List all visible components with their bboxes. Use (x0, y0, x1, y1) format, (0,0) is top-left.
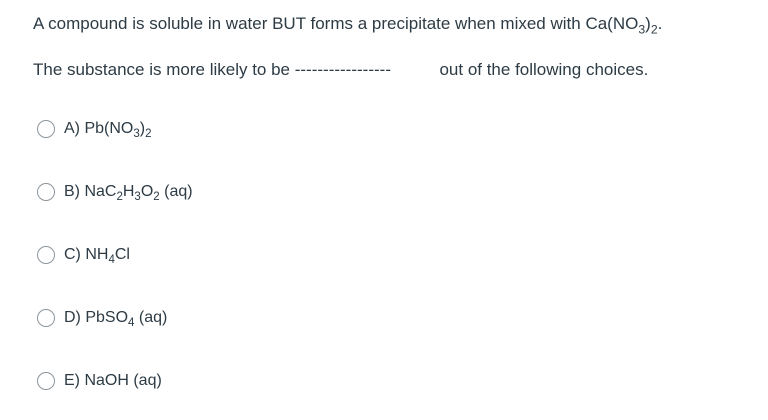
question-line-2 (33, 58, 648, 82)
answer-text-part: O (140, 183, 154, 200)
answer-text-part: H (122, 183, 135, 200)
question-line-1-mid: ) (645, 14, 651, 33)
answer-subscript: 2 (145, 128, 152, 141)
answer-text-part: B) NaC (64, 183, 117, 200)
answer-subscript: 3 (134, 191, 141, 204)
question-line-2-prefix: The substance is more likely to be (33, 60, 295, 79)
answer-subscript: 2 (116, 191, 123, 204)
answer-subscript: 4 (108, 254, 115, 267)
question-subscript-3: 3 (638, 22, 646, 37)
answer-subscript: 3 (133, 128, 140, 141)
question-line-2-suffix: out of the following choices. (434, 60, 649, 79)
answer-label-a (64, 120, 152, 141)
answer-subscript: 4 (128, 317, 135, 330)
answer-subscript: 2 (153, 191, 160, 204)
answer-option-e[interactable] (37, 368, 162, 394)
radio-button-e[interactable] (37, 372, 55, 390)
radio-button-d[interactable] (37, 309, 55, 327)
question-line-1 (33, 12, 662, 36)
question-line-1-prefix: A compound is soluble in water BUT forms a precipitate when mixed with Ca(NO (33, 14, 639, 33)
answer-text-part: ) (139, 120, 146, 137)
answer-label-b (64, 183, 193, 204)
answer-text-part: D) PbSO (64, 309, 129, 326)
answer-option-d[interactable] (37, 305, 167, 331)
answer-label-e (64, 372, 162, 390)
answer-text-part: C) NH (64, 246, 109, 263)
answer-label-d (64, 309, 168, 330)
answer-option-b[interactable] (37, 179, 193, 205)
answer-label-c (64, 246, 130, 267)
answer-text-part: (aq) (159, 183, 193, 200)
radio-button-b[interactable] (37, 183, 55, 201)
answer-option-a[interactable] (37, 116, 151, 142)
answer-text-part: E) NaOH (aq) (64, 372, 162, 389)
question-subscript-2: 2 (650, 22, 658, 37)
radio-button-c[interactable] (37, 246, 55, 264)
radio-button-a[interactable] (37, 120, 55, 138)
answer-text-part: A) Pb(NO (64, 120, 134, 137)
answer-blank: ----------------- (294, 60, 391, 79)
answer-text-part: Cl (114, 246, 130, 263)
question-line-1-suffix: . (657, 14, 663, 33)
answer-text-part: (aq) (134, 309, 168, 326)
answer-option-c[interactable] (37, 242, 130, 268)
